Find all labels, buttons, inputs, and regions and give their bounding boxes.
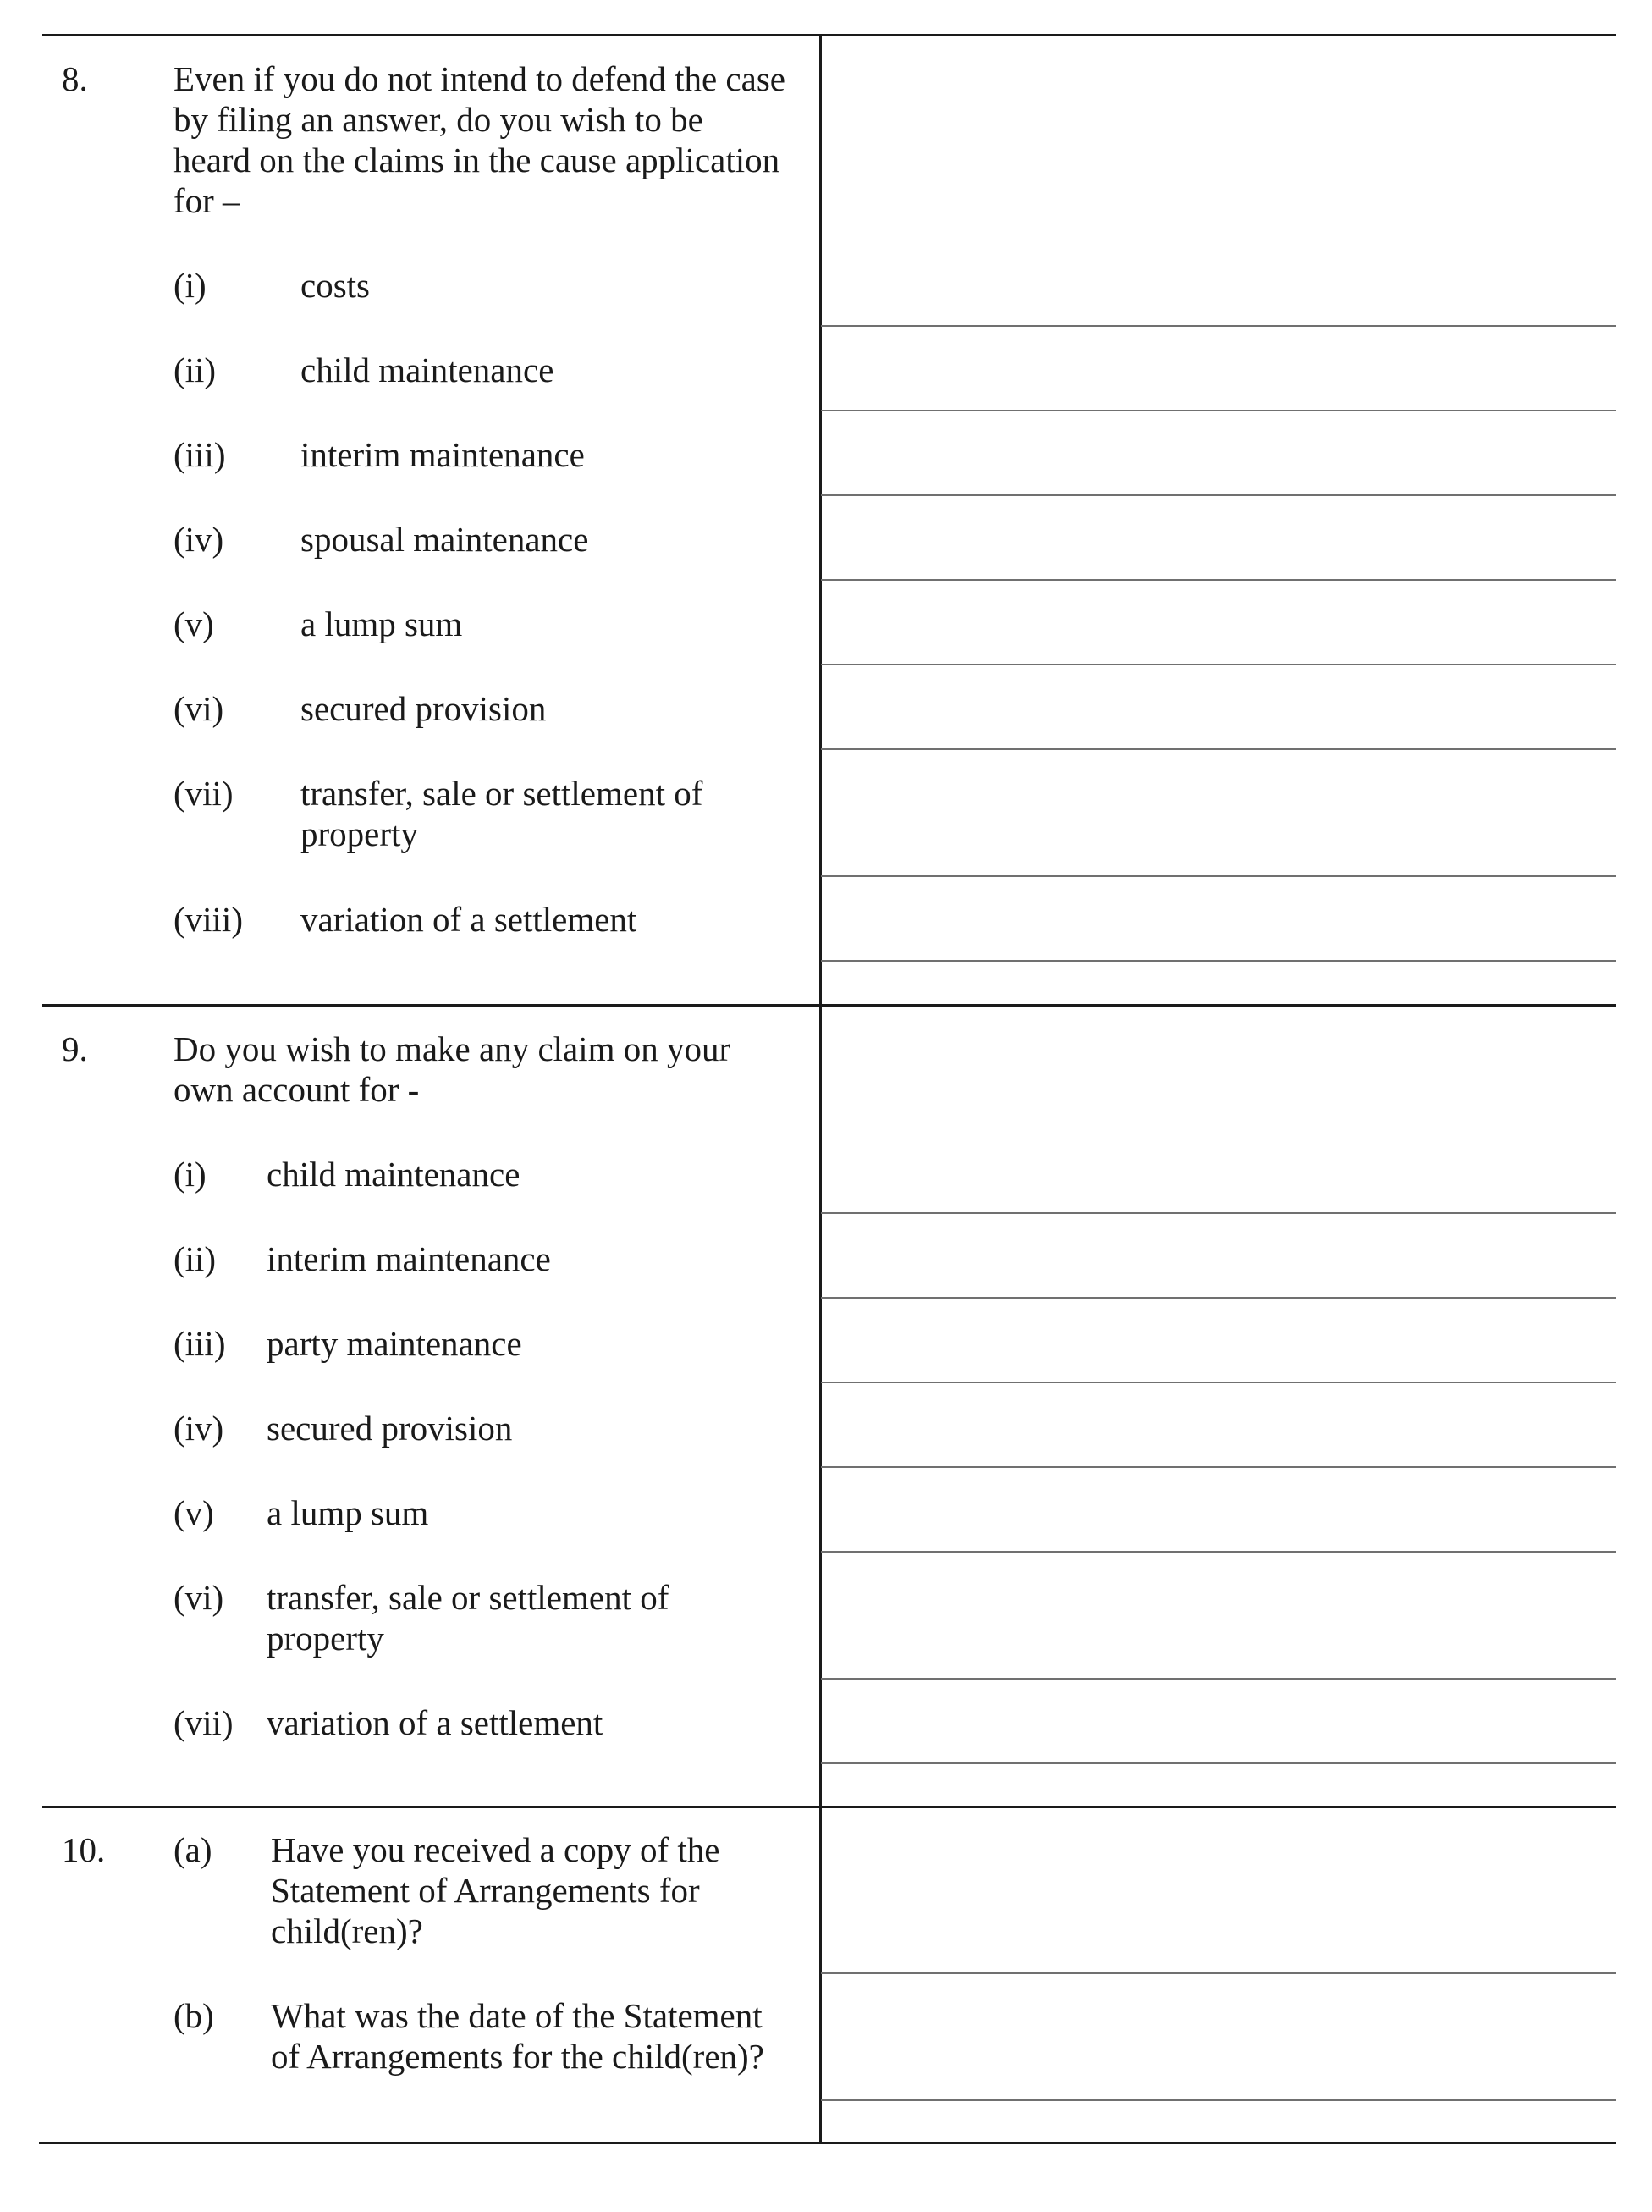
item-label: (b)	[173, 1996, 214, 2035]
item-text: child maintenance	[267, 1155, 520, 1194]
answer-line[interactable]	[821, 2099, 1616, 2101]
answer-line[interactable]	[821, 325, 1616, 327]
item-label: (ii)	[173, 350, 217, 389]
answer-line[interactable]	[821, 1466, 1616, 1468]
item-text: What was the date of the Statement	[271, 1996, 763, 2035]
question-number: 9.	[62, 1029, 88, 1068]
item-label: (i)	[173, 1155, 206, 1194]
item-text: Statement of Arrangements for	[271, 1871, 700, 1910]
answer-line[interactable]	[821, 1212, 1616, 1214]
item-text: spousal maintenance	[300, 520, 589, 559]
item-text: Have you received a copy of the	[271, 1830, 720, 1869]
item-label: (vi)	[173, 1578, 224, 1617]
item-label: (iv)	[173, 1409, 224, 1448]
item-text: variation of a settlement	[267, 1703, 603, 1742]
question-text-line: heard on the claims in the cause application	[173, 141, 780, 179]
item-text: property	[300, 814, 418, 853]
item-label: (ii)	[173, 1239, 217, 1278]
item-text: variation of a settlement	[300, 900, 637, 939]
item-text: a lump sum	[267, 1493, 429, 1532]
item-label: (v)	[173, 1493, 214, 1532]
answer-line[interactable]	[821, 875, 1616, 877]
question-text-line: Even if you do not intend to defend the case	[173, 59, 785, 98]
item-text: of Arrangements for the child(ren)?	[271, 2037, 764, 2076]
item-text: transfer, sale or settlement of	[300, 774, 703, 813]
answer-line[interactable]	[821, 1972, 1616, 1974]
item-label: (vii)	[173, 774, 234, 813]
question-text-line: for –	[173, 181, 240, 220]
answer-line[interactable]	[821, 1678, 1616, 1680]
question-number: 10.	[62, 1830, 106, 1869]
answer-line[interactable]	[821, 748, 1616, 750]
item-label: (vii)	[173, 1703, 234, 1742]
answer-line[interactable]	[821, 1762, 1616, 1764]
answer-line[interactable]	[821, 579, 1616, 581]
section-divider-q10	[42, 1806, 1616, 1808]
item-text: property	[267, 1619, 384, 1658]
question-text-line: own account for -	[173, 1070, 420, 1109]
item-text: child(ren)?	[271, 1911, 423, 1950]
item-text: secured provision	[300, 689, 547, 728]
answer-line[interactable]	[821, 1551, 1616, 1553]
item-label: (v)	[173, 604, 214, 643]
table-top-border	[42, 34, 1616, 36]
item-text: interim maintenance	[267, 1239, 551, 1278]
item-text: party maintenance	[267, 1324, 522, 1363]
item-text: child maintenance	[300, 350, 554, 389]
column-divider	[819, 34, 822, 2144]
item-text: secured provision	[267, 1409, 513, 1448]
question-text-line: Do you wish to make any claim on your	[173, 1029, 731, 1068]
item-label: (i)	[173, 266, 206, 305]
item-label: (vi)	[173, 689, 224, 728]
question-number: 8.	[62, 59, 88, 98]
item-text: a lump sum	[300, 604, 463, 643]
section-divider-q9	[42, 1004, 1616, 1007]
item-label: (iv)	[173, 520, 224, 559]
item-text: costs	[300, 266, 370, 305]
answer-line[interactable]	[821, 664, 1616, 665]
item-text: transfer, sale or settlement of	[267, 1578, 669, 1617]
item-label: (iii)	[173, 435, 226, 474]
answer-line[interactable]	[821, 1297, 1616, 1299]
answer-line[interactable]	[821, 410, 1616, 411]
table-bottom-border	[39, 2142, 1616, 2144]
item-text: interim maintenance	[300, 435, 585, 474]
item-label: (a)	[173, 1830, 212, 1869]
answer-line[interactable]	[821, 960, 1616, 962]
item-label: (iii)	[173, 1324, 226, 1363]
answer-line[interactable]	[821, 494, 1616, 496]
item-label: (viii)	[173, 900, 243, 939]
question-text-line: by filing an answer, do you wish to be	[173, 100, 703, 139]
answer-line[interactable]	[821, 1382, 1616, 1383]
